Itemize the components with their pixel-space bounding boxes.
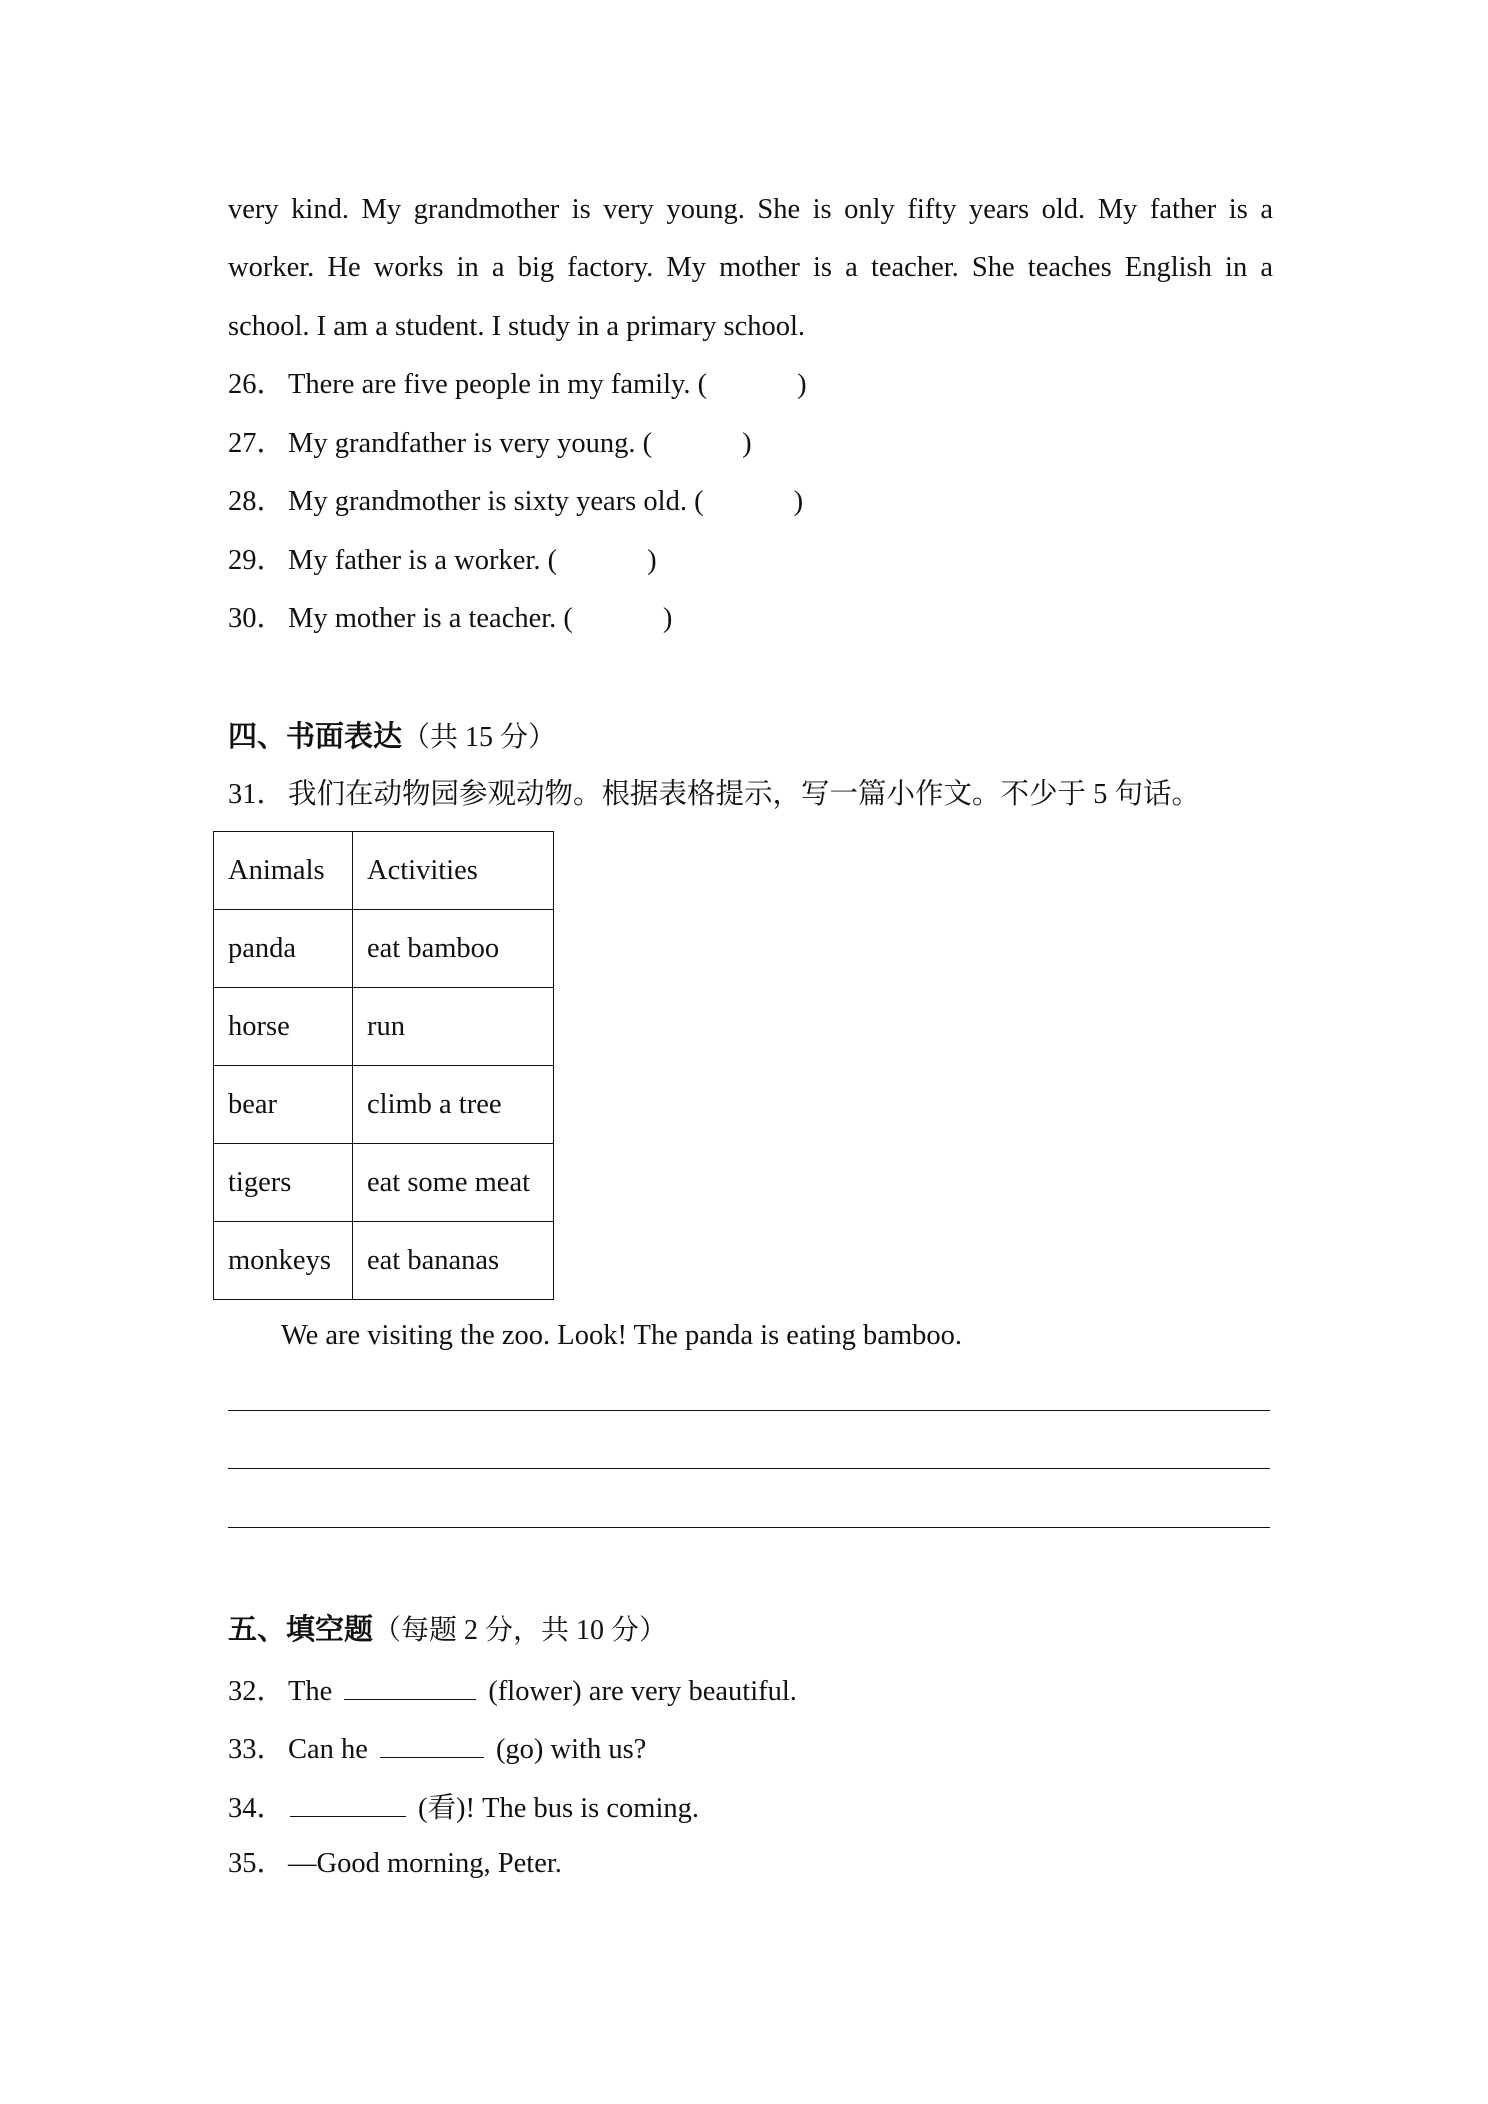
question-text: 我们在动物园参观动物。根据表格提示，写一篇小作文。不少于 5 句话。 [288,779,1201,810]
question-31 [228,777,1200,813]
section-title: 五、填空题 [228,1614,374,1646]
question-30 [228,601,672,637]
table-header-cell: Animals [214,832,353,910]
composition-starter: We are visiting the zoo. Look! The panda is eating bamboo. [281,1320,962,1351]
fill-blank[interactable] [344,1671,476,1700]
question-text: My mother is a teacher. ( [288,603,573,634]
question-text-after: (看)! The bus is coming. [418,1793,699,1824]
section-title: 四、书面表达 [228,721,403,753]
close-paren: ) [662,603,673,634]
table-cell: bear [214,1066,353,1144]
question-text: My grandmother is sixty years old. ( [288,486,704,517]
question-27 [228,426,752,462]
table-header-cell: Activities [353,832,554,910]
question-29 [228,543,657,579]
question-number: 30． [228,603,286,634]
question-number: 33． [228,1734,286,1765]
table-cell: climb a tree [353,1066,554,1144]
passage-line-2: worker. He works in a big factory. My mother is a teacher. She teaches English in a [228,252,1273,283]
table-cell: panda [214,910,353,988]
question-26 [228,367,807,403]
section-score: （每题 2 分，共 10 分） [373,1615,668,1646]
table-row [214,1066,554,1144]
passage-line-1: very kind. My grandmother is very young. She is only fifty years old. My father is a [228,194,1273,225]
close-paren: ) [742,428,752,459]
table-row [214,1144,554,1222]
table-cell: horse [214,988,353,1066]
table-cell: tigers [214,1144,353,1222]
question-28 [228,484,803,520]
close-paren: ) [797,369,807,400]
question-32 [228,1671,797,1710]
question-number: 32． [228,1676,286,1707]
close-paren: ) [793,486,804,517]
question-33 [228,1729,646,1768]
question-number: 26． [228,369,286,400]
question-35 [228,1846,562,1882]
question-number: 28． [228,486,286,517]
question-text-after: (flower) are very beautiful. [488,1676,797,1707]
question-text: There are five people in my family. ( [288,369,708,400]
passage-line-3: school. I am a student. I study in a primary school. [228,311,806,342]
question-number: 34． [228,1793,286,1824]
table-cell: run [353,988,554,1066]
table-header-row [214,832,554,910]
question-text: My father is a worker. ( [288,545,558,576]
table-cell: monkeys [214,1222,353,1300]
fill-blank[interactable] [290,1788,406,1817]
question-number: 29． [228,545,286,576]
close-paren: ) [647,545,657,576]
question-text: My grandfather is very young. ( [288,428,653,459]
question-text: —Good morning, Peter. [288,1848,562,1879]
fill-blank[interactable] [380,1729,484,1758]
animals-table [213,831,554,1300]
section-score: （共 15 分） [402,722,557,753]
table-cell: eat some meat [353,1144,554,1222]
table-row [214,910,554,988]
question-text-before: Can he [288,1734,368,1765]
writing-line-2[interactable] [228,1468,1270,1469]
question-text-before: The [288,1676,333,1707]
question-number: 31． [228,779,286,810]
question-34 [228,1788,699,1827]
table-cell: eat bananas [353,1222,554,1300]
table-cell: eat bamboo [353,910,554,988]
writing-line-3[interactable] [228,1527,1270,1528]
table-row [214,1222,554,1300]
question-text-after: (go) with us? [495,1734,647,1765]
writing-line-1[interactable] [228,1410,1270,1411]
section-5-heading [228,1612,667,1649]
section-4-heading [228,719,556,756]
question-number: 27． [228,428,286,459]
table-row [214,988,554,1066]
question-number: 35． [228,1848,286,1879]
